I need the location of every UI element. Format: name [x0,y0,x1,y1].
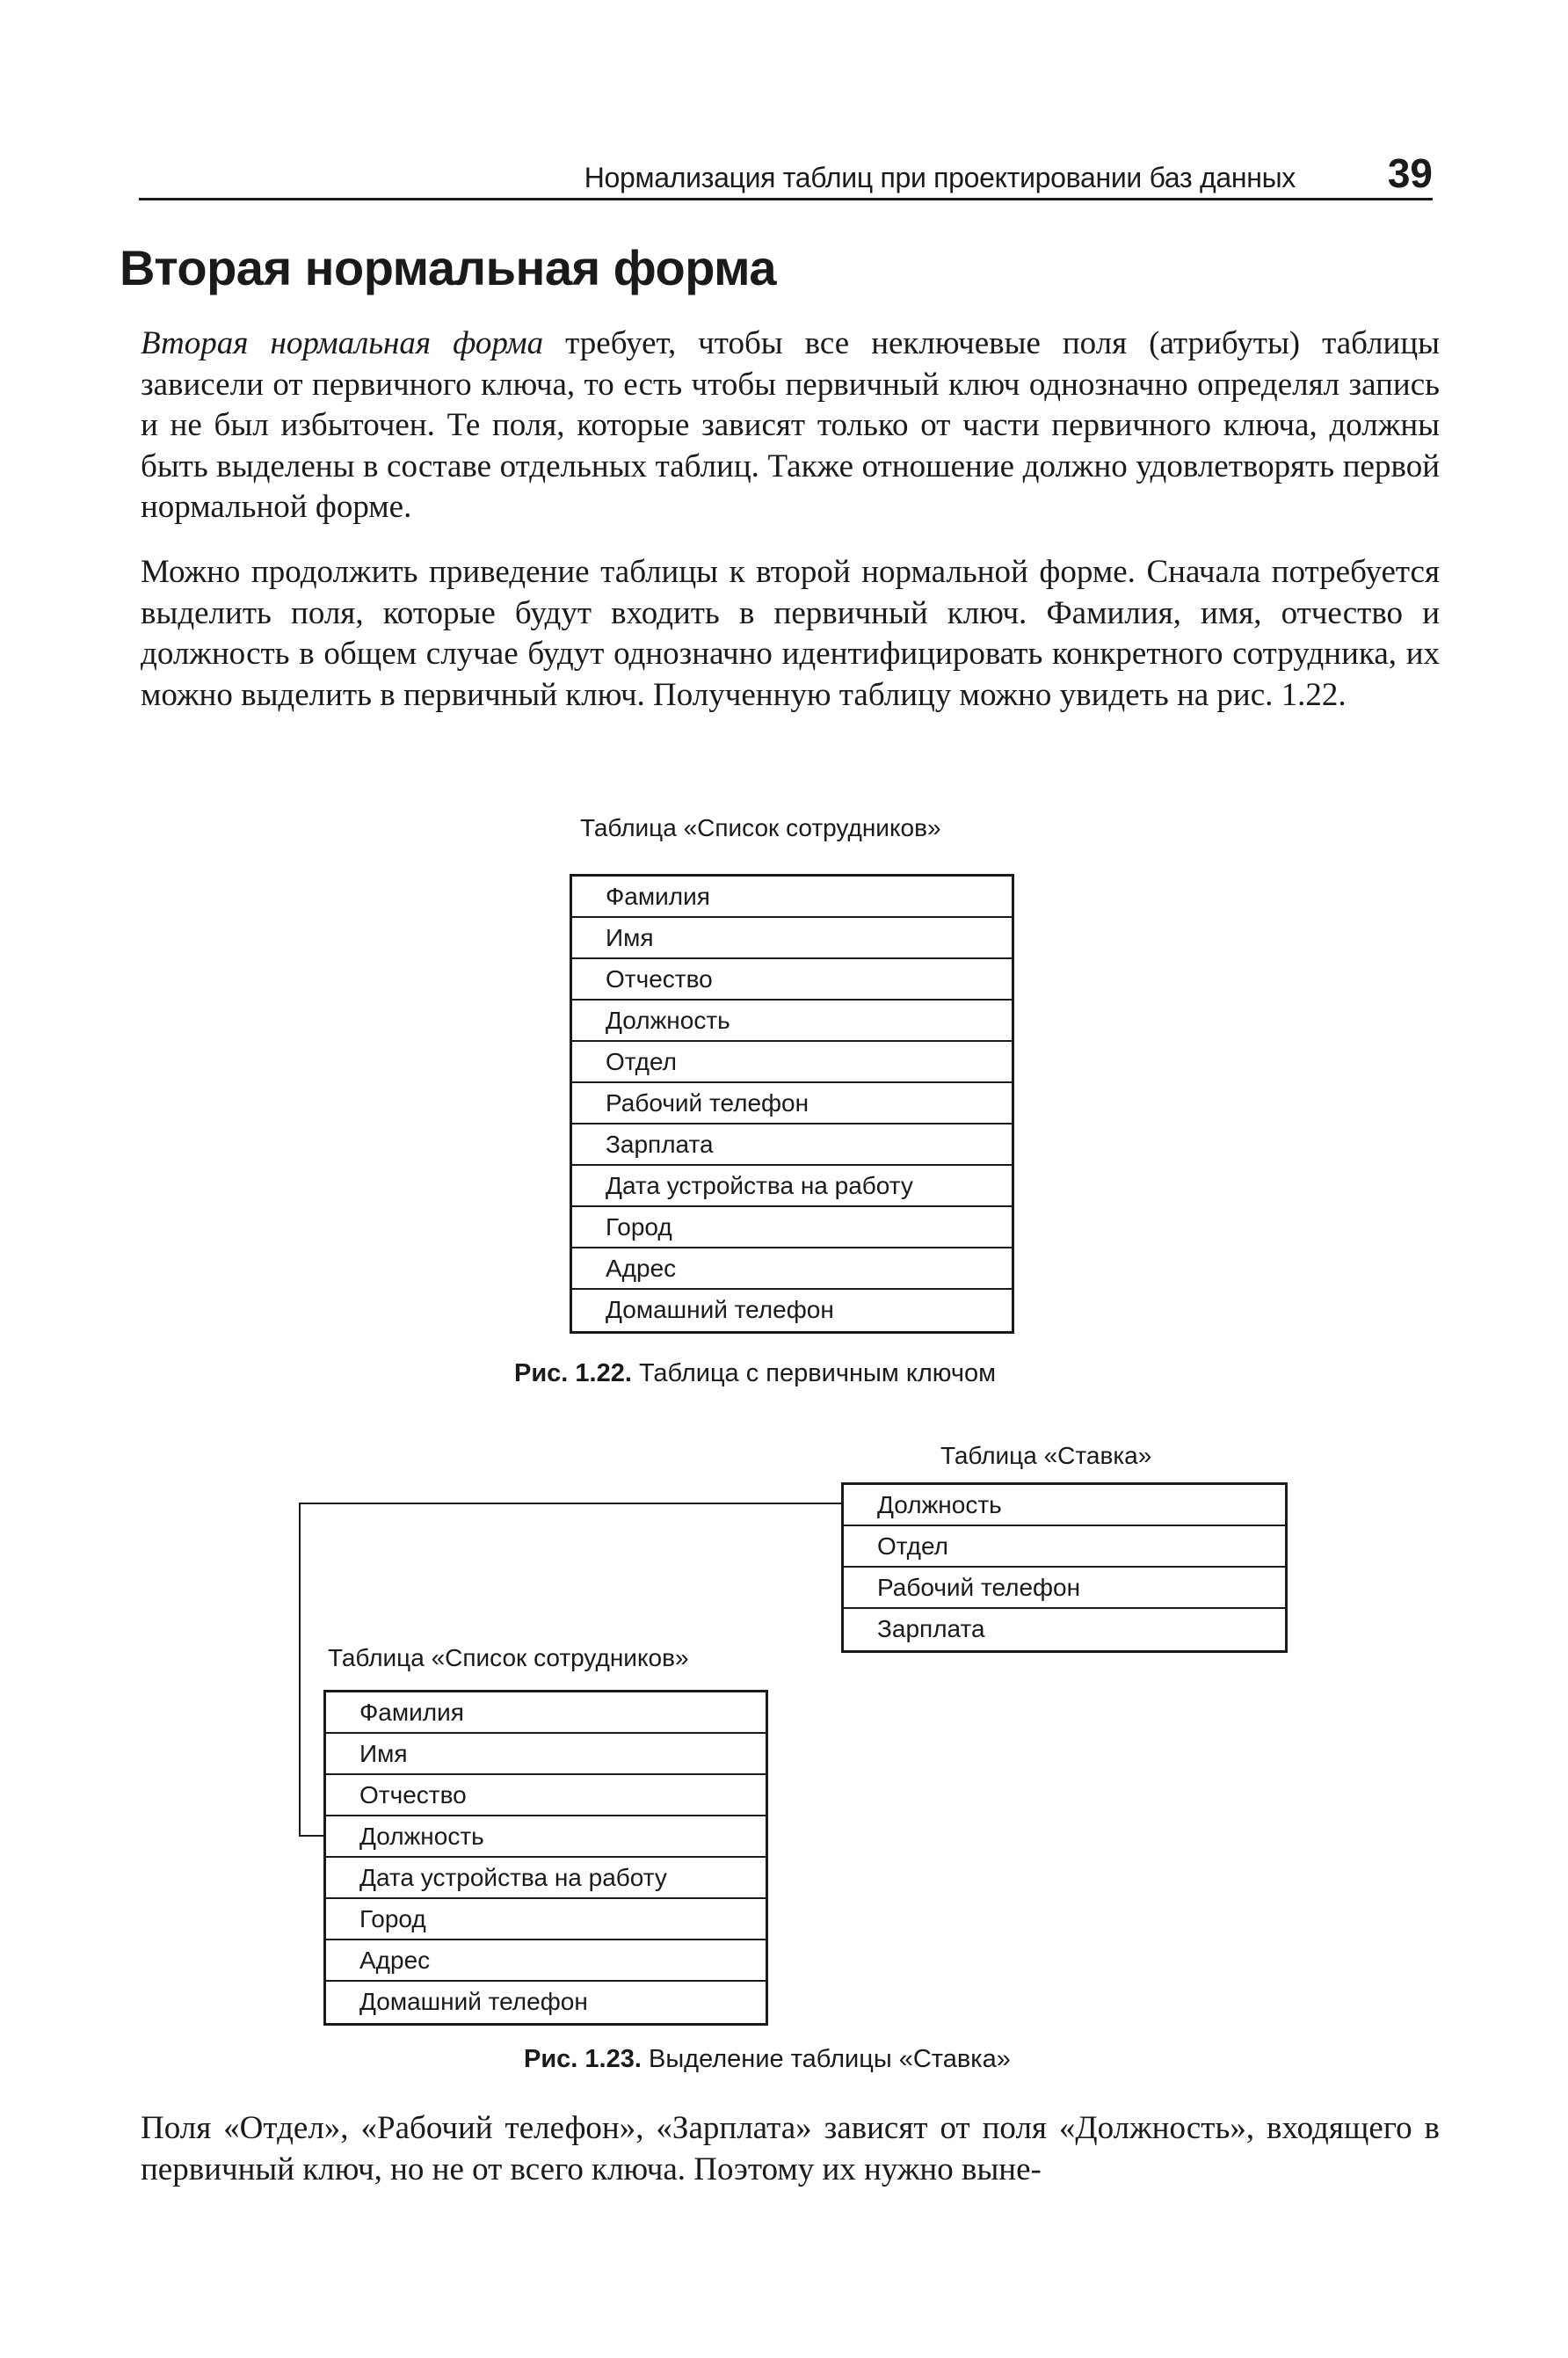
fig-1-22-caption [514,1359,996,1388]
table-row: Должность [844,1485,1285,1526]
table-row: Дата устройства на работу [326,1858,766,1899]
fig-1-22-employee-table [570,874,1014,1334]
table-row: Фамилия [326,1692,766,1734]
table-row: Имя [572,918,1012,959]
table-row: Фамилия [572,877,1012,918]
table-row: Рабочий телефон [844,1568,1285,1609]
table-row: Город [326,1899,766,1940]
table-row: Дата устройства на работу [572,1166,1012,1207]
relation-connector-top [299,1503,844,1504]
fig-1-22-caption-text: Таблица с первичным ключом [631,1359,997,1387]
fig-1-23-employee-table [323,1690,768,2026]
fig-1-23-rate-table-title: Таблица «Ставка» [940,1442,1152,1469]
table-row: Зарплата [572,1124,1012,1166]
table-row: Город [572,1207,1012,1248]
fig-1-22-label: Рис. 1.22. [514,1359,632,1387]
table-row: Домашний телефон [606,1296,834,1323]
relation-connector-left [299,1503,301,1837]
page-number: 39 [1387,150,1433,196]
paragraph-definition-text: требует, чтобы все неключевые поля (атрибуты) таблицы зависели от первичного ключа, то есть чтобы первичный ключ однозначно определял запись и не был избыточен. Те поля, которые зависят только от части первичного ключа, должны быть выделены в составе отдельных таблиц. Также отношение должно удовлетворять первой нормальной форме. [141,325,1440,525]
table-row: Должность [572,1001,1012,1042]
table-row: Отчество [326,1775,766,1816]
table-row: Адрес [572,1248,1012,1290]
fig-1-23-rate-table [841,1482,1288,1653]
relation-connector-bottom [299,1835,325,1837]
running-header [139,149,1433,202]
table-row: Отдел [844,1526,1285,1568]
paragraph-primary-key: Можно продолжить приведение таблицы к второй нормальной форме. Сначала потребуется выделить поля, которые будут входить в первичный ключ. Фамилия, имя, отчество и должность в общем случае будут однозначно идентифицировать конкретного сотрудника, их можно выделить в первичный ключ. Полученную таблицу можно увидеть на рис. 1.22. [141,554,1440,713]
fig-1-23-label: Рис. 1.23. [524,2045,642,2073]
table-row: Должность [326,1816,766,1858]
table-row: Адрес [326,1940,766,1982]
paragraph-dependency: Поля «Отдел», «Рабочий телефон», «Зарплата» зависят от поля «Должность», входящего в первичный ключ, но не от всего ключа. Поэтому их нужно выне- [141,2110,1440,2187]
term-second-normal-form: Вторая нормальная форма [141,325,544,361]
table-row: Домашний телефон [359,1988,588,2015]
header-rule [139,198,1433,200]
running-title: Нормализация таблиц при проектировании баз данных [584,162,1296,193]
fig-1-22-table-title: Таблица «Список сотрудников» [580,814,941,841]
paragraph-definition [141,324,1440,528]
table-row: Имя [326,1734,766,1775]
fig-1-23-caption [524,2045,1011,2074]
table-row: Рабочий телефон [572,1083,1012,1124]
fig-1-23-employee-table-title: Таблица «Список сотрудников» [328,1644,689,1671]
table-row: Отчество [572,959,1012,1001]
fig-1-23-caption-text: Выделение таблицы «Ставка» [641,2045,1011,2073]
table-row: Отдел [572,1042,1012,1083]
table-row: Зарплата [877,1615,985,1642]
section-heading: Вторая нормальная форма [120,240,776,295]
